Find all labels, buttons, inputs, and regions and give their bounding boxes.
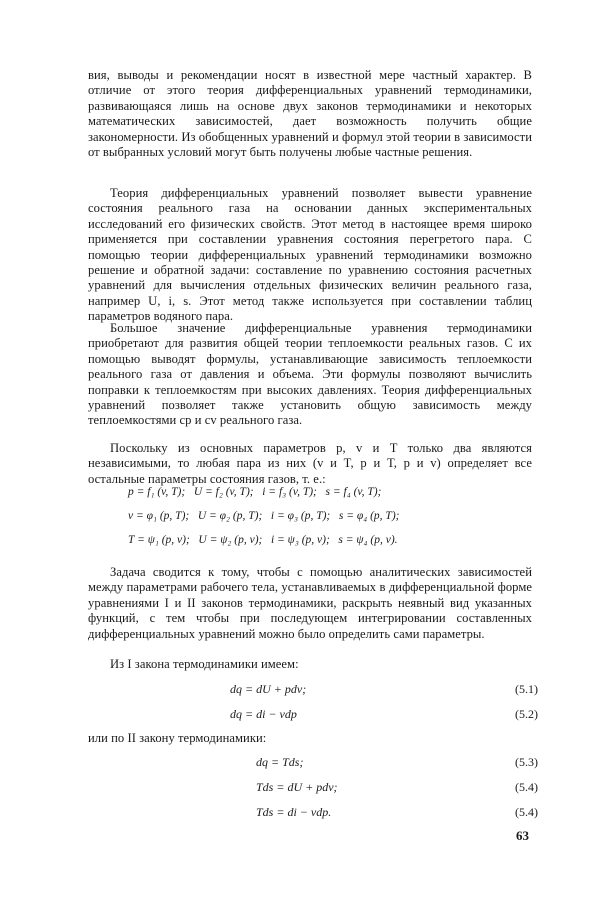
- equation-5-4b: Tds = di − vdp.: [256, 805, 332, 819]
- equation-number: (5.2): [515, 707, 538, 721]
- paragraph-text: Из I закона термодинамики имеем:: [110, 657, 299, 671]
- equation-5-1: dq = dU + pdv;: [230, 682, 307, 696]
- paragraph-text: Задача сводится к тому, чтобы с помощью аналитических зависимостей между параметрами рабочего тела, устанавливаемых в дифференциальной форме уравнениями I и II законов термодинамики, раскрыть неявный вид указанных функций, с тем чтобы при последующем интегрировании составленных дифференциальных уравнений можно было определить сами параметры.: [88, 565, 532, 641]
- equation-5-2: dq = di − vdp: [230, 707, 297, 721]
- function-row-pT: v = φ₁ (p, T); U = φ₂ (p, T); i = φ₃ (p, T); s = φ₄ (p, T);: [128, 510, 400, 522]
- paragraph-first-law: [88, 657, 532, 672]
- function-row-vT: p = f₁ (v, T); U = f₂ (v, T); i = f₃ (v, T); s = f₄ (v, T);: [128, 486, 382, 498]
- paragraph-differential-theory: [88, 186, 532, 325]
- paragraph-parameters: [88, 441, 532, 487]
- paragraph-second-law: [88, 731, 532, 746]
- equation-number: (5.1): [515, 682, 538, 696]
- equation-number: (5.3): [515, 755, 538, 769]
- page-number: 63: [516, 828, 529, 843]
- equation-5-4: Tds = dU + pdv;: [256, 780, 338, 794]
- paragraph-heat-capacity: [88, 321, 532, 429]
- paragraph-task: [88, 565, 532, 642]
- equation-number: (5.4): [515, 805, 538, 819]
- equation-5-3: dq = Tds;: [256, 755, 304, 769]
- function-row-pv: T = ψ₁ (p, v); U = ψ₂ (p, v); i = ψ₃ (p, v); s = ψ₄ (p, v).: [128, 534, 398, 546]
- paragraph-text: Большое значение дифференциальные уравнения термодинамики приобретают для развития общей теории теплоемкости реальных газов. С их помощью выводят формулы, устанавливающие зависимость теплоемкости реального газа от давления и объема. Эти формулы позволяют вычислить поправки к теплоемкостям при высоких давлениях. Теория дифференциальных уравнений позволяет также установить общую зависимость между теплоемкостями cp и cv реального газа.: [88, 321, 532, 428]
- paragraph-text: вия, выводы и рекомендации носят в известной мере частный характер. В отличие от этого теория дифференциальных уравнений термодинамики, развивающаяся лишь на основе двух законов термодинамики и некоторых математических зависимостей, дает возможность получить общие закономерности. Из обобщенных уравнений и формул этой теории в зависимости от выбранных условий могут быть получены любые частные решения.: [88, 68, 532, 160]
- paragraph-continuation: [88, 68, 532, 160]
- paragraph-text: Теория дифференциальных уравнений позволяет вывести уравнение состояния реального газа на основании данных экспериментальных исследований его физических свойств. Этот метод в настоящее время широко применяется при составлении уравнения состояния перегретого пара. С помощью теории дифференциальных уравнений термодинамики возможно решение и обратной задачи: составление по уравнению состояния расчетных уравнений для вычисления отдельных физических величин реального газа, например U, i, s. Этот метод также используется при составлении таблиц параметров водяного пара.: [88, 186, 532, 324]
- equation-number: (5.4): [515, 780, 538, 794]
- paragraph-text: или по II закону термодинамики:: [88, 731, 267, 745]
- paragraph-text: Поскольку из основных параметров p, v и T только два являются независимыми, то любая пара из них (v и T, p и T, p и v) определяет все остальные параметры состояния газов, т. е.:: [88, 441, 532, 486]
